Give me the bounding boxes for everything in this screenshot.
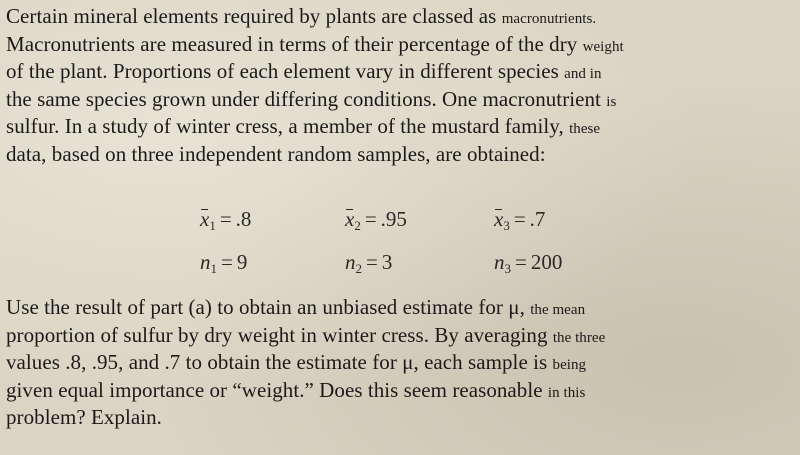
text-line: Use the result of part (a) to obtain an unbiased estimate for μ, the mean	[6, 295, 586, 319]
text-line: problem? Explain.	[6, 405, 162, 429]
sample-means-row	[0, 207, 800, 237]
text-line: sulfur. In a study of winter cress, a member of the mustard family, these	[6, 114, 601, 138]
text-line: of the plant. Proportions of each element vary in different species and in	[6, 59, 602, 83]
problem-paragraph-intro	[6, 4, 794, 169]
sample-sizes-row	[0, 250, 800, 280]
text-line: the same species grown under differing conditions. One macronutrient is	[6, 86, 617, 111]
sample-mean-1: $x_1 = .8$	[200, 207, 252, 233]
text-line: Macronutrients are measured in terms of their percentage of the dry weight	[6, 31, 624, 56]
text-line: data, based on three independent random samples, are obtained:	[6, 141, 546, 166]
problem-paragraph-question	[6, 295, 794, 433]
sample-size-2: $n_2 = 3$	[345, 250, 393, 276]
sample-mean-3: $x_3 = .7$	[494, 207, 546, 233]
sample-size-3: $n_3 = 200$	[494, 250, 563, 276]
text-line: Certain mineral elements required by plants are classed as macronutrients.	[6, 4, 597, 28]
text-line: given equal importance or “weight.” Does this seem reasonable in this	[6, 377, 586, 402]
sample-mean-2: $x_2 = .95$	[345, 207, 407, 233]
text-line: proportion of sulfur by dry weight in winter cress. By averaging the three	[6, 322, 606, 347]
text-line: values .8, .95, and .7 to obtain the estimate for μ, each sample is being	[6, 350, 587, 374]
sample-size-1: $n_1 = 9$	[200, 250, 248, 276]
